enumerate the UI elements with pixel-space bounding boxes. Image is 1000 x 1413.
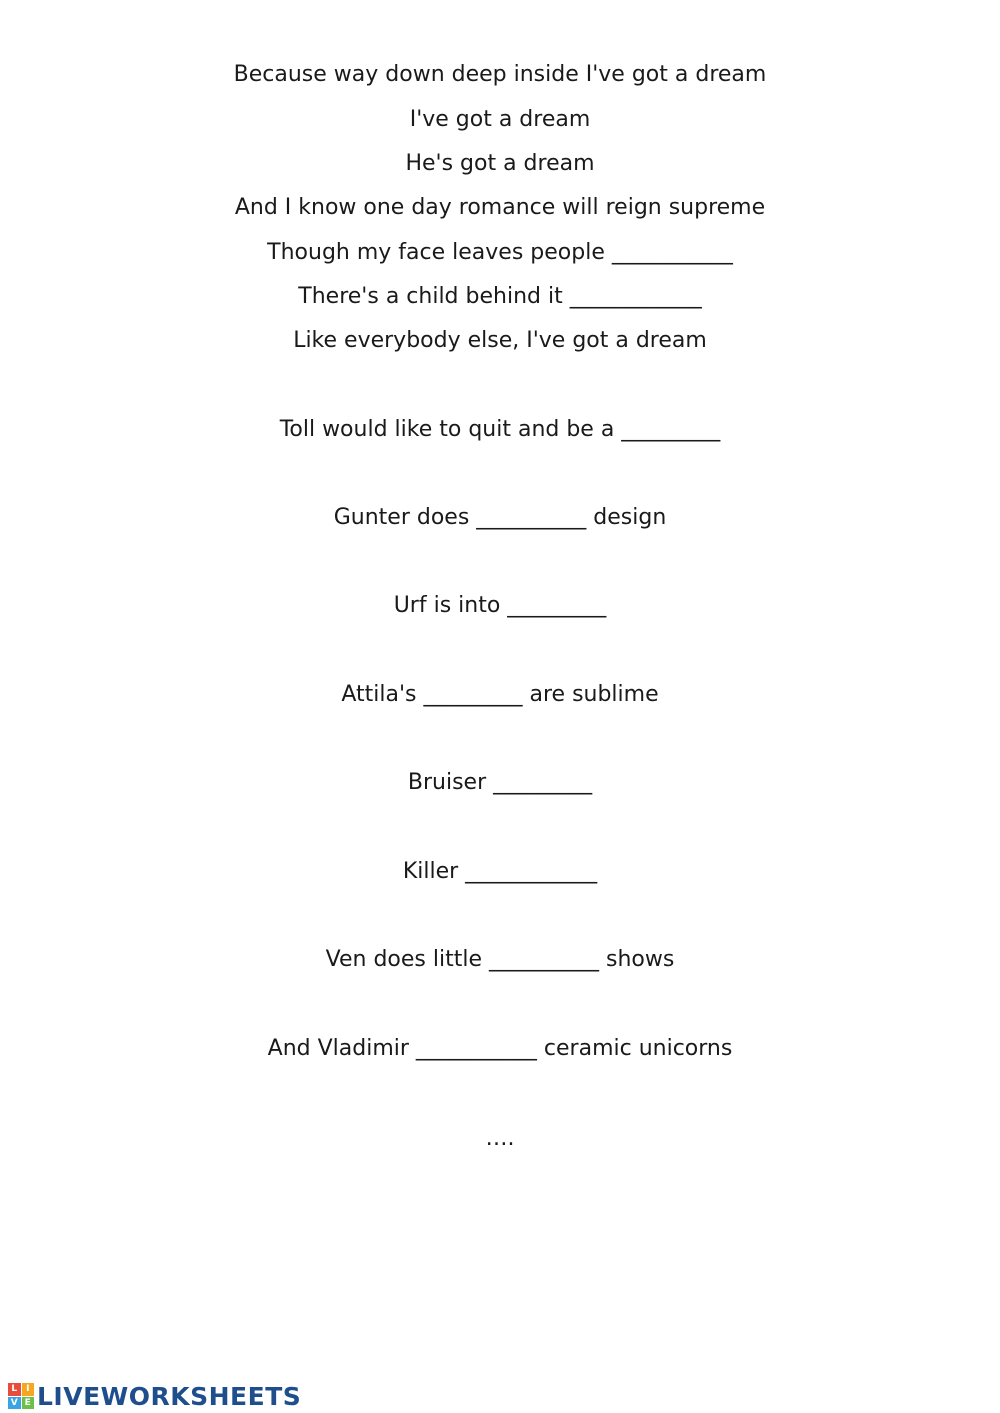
- liveworksheets-logo: [8, 1381, 301, 1411]
- lyric-line: Like everybody else, I've got a dream: [293, 328, 707, 353]
- fill-in-line[interactable]: Urf is into _________: [393, 593, 607, 618]
- lyric-line: And I know one day romance will reign supreme: [234, 195, 766, 220]
- logo-mark-letter: E: [22, 1397, 35, 1410]
- fill-in-line[interactable]: Killer ____________: [402, 859, 598, 884]
- logo-mark-letter: L: [8, 1383, 21, 1396]
- fill-in-line[interactable]: Ven does little __________ shows: [325, 947, 675, 972]
- ellipsis: ….: [485, 1126, 515, 1151]
- logo-text: LIVEWORKSHEETS: [37, 1381, 302, 1411]
- logo-mark-letter: V: [8, 1397, 21, 1410]
- fill-in-line[interactable]: Toll would like to quit and be a _________: [279, 417, 721, 442]
- lyric-line: He's got a dream: [405, 151, 595, 176]
- lyric-line: I've got a dream: [409, 107, 591, 132]
- fill-in-line[interactable]: And Vladimir ___________ ceramic unicorns: [267, 1036, 733, 1061]
- fill-in-line[interactable]: Bruiser _________: [407, 770, 593, 795]
- fill-in-line[interactable]: Though my face leaves people ___________: [267, 240, 733, 265]
- fill-in-line[interactable]: Gunter does __________ design: [333, 505, 667, 530]
- fill-in-line[interactable]: There's a child behind it ____________: [298, 284, 702, 309]
- lyric-line: Because way down deep inside I've got a dream: [233, 62, 767, 87]
- logo-mark-letter: I: [22, 1383, 35, 1396]
- fill-in-line[interactable]: Attila's _________ are sublime: [341, 682, 659, 707]
- logo-mark-icon: [8, 1383, 34, 1409]
